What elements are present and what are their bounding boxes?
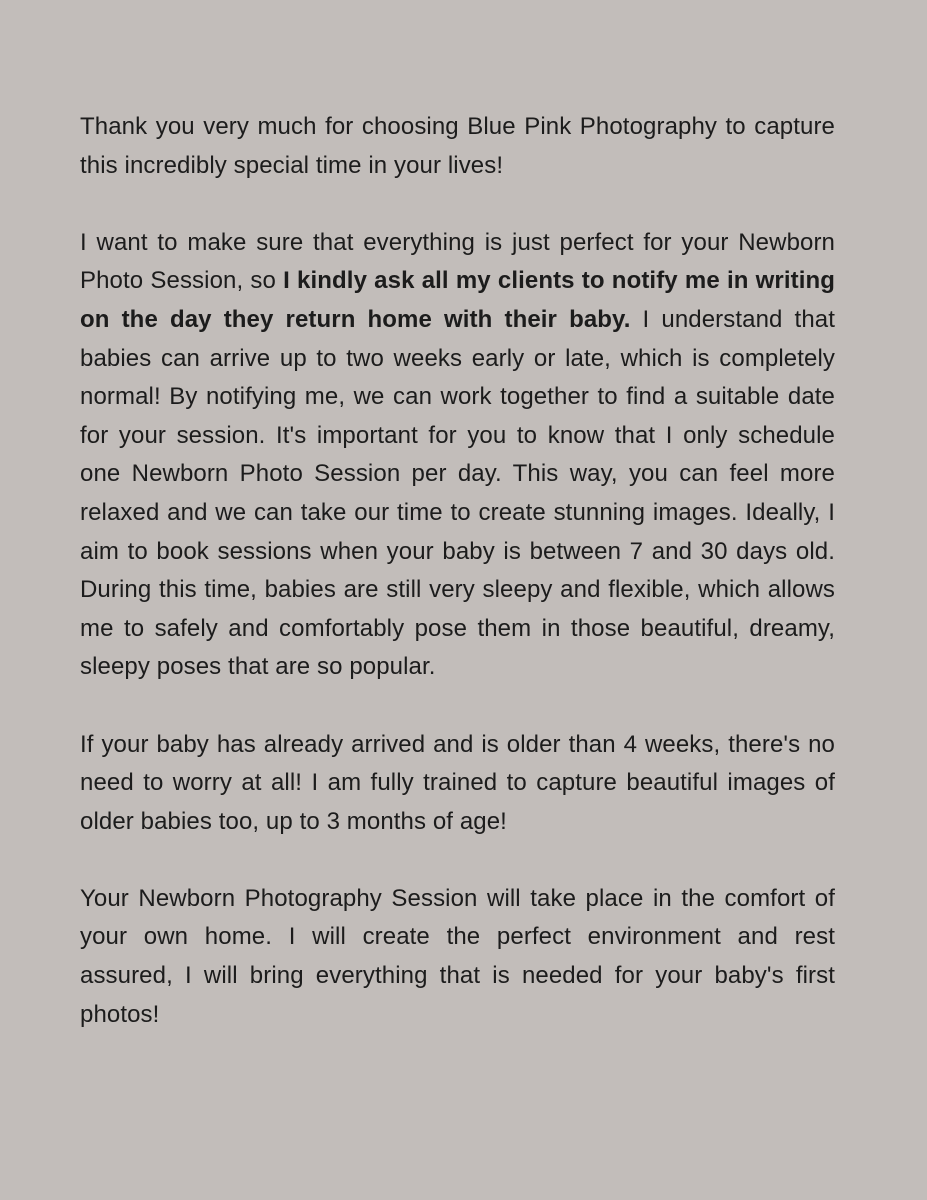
paragraph xyxy=(80,880,835,1034)
paragraph xyxy=(80,224,835,687)
paragraph xyxy=(80,108,835,185)
text-run: Thank you very much for choosing Blue Pink Photography to capture this incredibly special time in your lives! xyxy=(80,113,835,179)
paragraph xyxy=(80,726,835,842)
text-run: Your Newborn Photography Session will take place in the comfort of your own home. I will create the perfect environment and rest assured, I will bring everything that is needed for your baby's first photos! xyxy=(80,884,835,1028)
text-run: I understand that babies can arrive up to two weeks early or late, which is completely normal! By notifying me, we can work together to find a suitable date for your session. It's important for you to know that I only schedule one Newborn Photo Session per day. This way, you can feel more relaxed and we can take our time to create stunning images. Ideally, I aim to book sessions when your baby is between 7 and 30 days old. During this time, babies are still very sleepy and flexible, which allows me to safely and comfortably pose them in those beautiful, dreamy, sleepy poses that are so popular. xyxy=(80,305,835,681)
document-body xyxy=(80,108,835,1034)
text-run: If your baby has already arrived and is older than 4 weeks, there's no need to worry at all! I am fully trained to capture beautiful images of older babies too, up to 3 months of age! xyxy=(80,730,835,835)
text-run: I kindly ask all my clients to notify me in writing on the day they return home with their baby. xyxy=(80,267,836,333)
text-run: I want to make sure that everything is just perfect for your Newborn Photo Session, so xyxy=(80,228,835,295)
